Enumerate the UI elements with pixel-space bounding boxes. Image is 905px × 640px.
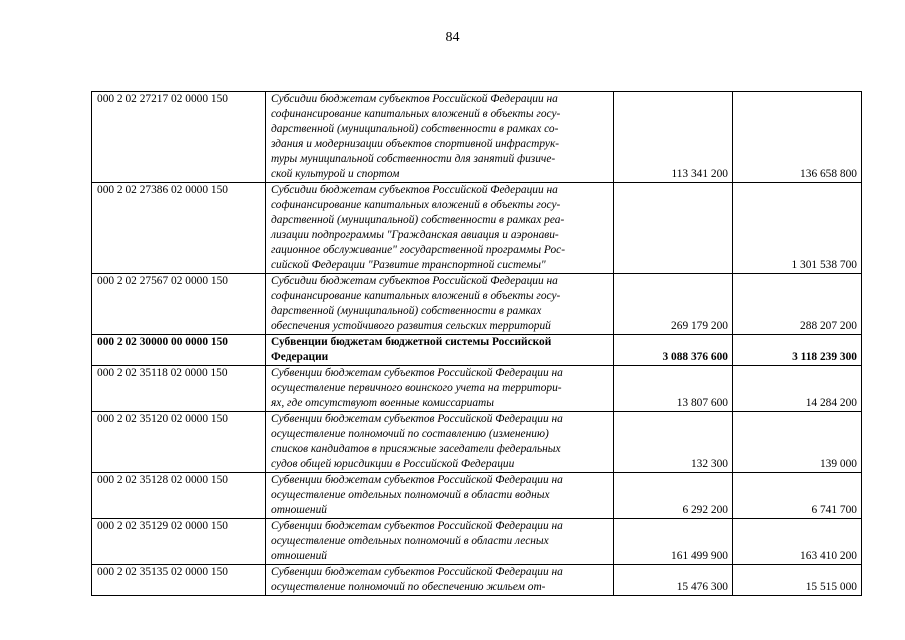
description-line: осуществление отдельных полномочий в области водных (271, 489, 550, 501)
description-line: осуществление отдельных полномочий в области лесных (271, 535, 549, 547)
budget-code-cell: 000 2 02 27567 02 0000 150 (92, 274, 266, 335)
description-cell (266, 473, 614, 519)
amount-year2-cell: 139 000 (733, 412, 862, 473)
amount-year2-cell: 1 301 538 700 (733, 183, 862, 274)
amount-year1-cell: 113 341 200 (614, 92, 733, 183)
table-row (92, 519, 862, 565)
description-line: Субвенции бюджетам субъектов Российской Федерации на (271, 566, 563, 578)
description-cell (266, 565, 614, 596)
amount-year1-cell: 3 088 376 600 (614, 335, 733, 366)
description-cell (266, 366, 614, 412)
amount-year1-cell: 15 476 300 (614, 565, 733, 596)
table-row (92, 274, 862, 335)
amount-year1-cell: 161 499 900 (614, 519, 733, 565)
table-row (92, 565, 862, 596)
amount-year2-cell: 288 207 200 (733, 274, 862, 335)
budget-code-cell: 000 2 02 35135 02 0000 150 (92, 565, 266, 596)
description-line: Субсидии бюджетам субъектов Российской Федерации на (271, 93, 558, 105)
description-line: гационное обслуживание" государственной программы Рос- (271, 244, 566, 256)
page-number: 84 (445, 30, 460, 45)
description-line: софинансирование капитальных вложений в объекты госу- (271, 108, 561, 120)
budget-table-body (92, 92, 862, 596)
description-line: осуществление полномочий по обеспечению жильем от- (271, 581, 546, 593)
budget-code-cell: 000 2 02 35129 02 0000 150 (92, 519, 266, 565)
description-line: софинансирование капитальных вложений в объекты госу- (271, 290, 561, 302)
description-line: Субвенции бюджетам субъектов Российской Федерации на (271, 474, 563, 486)
description-cell (266, 274, 614, 335)
description-line: туры муниципальной собственности для занятий физиче- (271, 153, 556, 165)
amount-year2-cell: 3 118 239 300 (733, 335, 862, 366)
description-line: Субвенции бюджетам субъектов Российской Федерации на (271, 520, 563, 532)
amount-year2-cell: 136 658 800 (733, 92, 862, 183)
description-line: лизации подпрограммы "Гражданская авиация и аэронави- (271, 229, 559, 241)
description-line: осуществление полномочий по составлению (изменению) (271, 428, 549, 440)
description-line: Субсидии бюджетам субъектов Российской Федерации на (271, 184, 558, 196)
description-line: Субвенции бюджетам субъектов Российской Федерации на (271, 367, 563, 379)
amount-year1-cell (614, 183, 733, 274)
budget-code-cell: 000 2 02 27386 02 0000 150 (92, 183, 266, 274)
budget-code-cell: 000 2 02 30000 00 0000 150 (92, 335, 266, 366)
budget-code-cell: 000 2 02 35128 02 0000 150 (92, 473, 266, 519)
description-cell (266, 92, 614, 183)
table-row (92, 335, 862, 366)
description-line: Субвенции бюджетам бюджетной системы Российской (271, 336, 552, 348)
description-line: здания и модернизации объектов спортивной инфраструк- (271, 138, 560, 150)
description-line: ской культурой и спортом (271, 168, 400, 180)
description-line: дарственной (муниципальной) собственности в рамках со- (271, 123, 559, 135)
description-cell (266, 183, 614, 274)
description-line: дарственной (муниципальной) собственности в рамках (271, 305, 542, 317)
description-line: осуществление первичного воинского учета на территори- (271, 382, 562, 394)
description-line: софинансирование капитальных вложений в объекты госу- (271, 199, 561, 211)
description-line: обеспечения устойчивого развития сельских территорий (271, 320, 551, 332)
amount-year2-cell: 14 284 200 (733, 366, 862, 412)
amount-year2-cell: 15 515 000 (733, 565, 862, 596)
description-cell (266, 412, 614, 473)
budget-code-cell: 000 2 02 35118 02 0000 150 (92, 366, 266, 412)
amount-year1-cell: 13 807 600 (614, 366, 733, 412)
table-row (92, 366, 862, 412)
budget-table (91, 91, 862, 596)
description-cell (266, 519, 614, 565)
table-row (92, 92, 862, 183)
description-line: сийской Федерации "Развитие транспортной системы" (271, 259, 546, 271)
description-cell (266, 335, 614, 366)
description-line: отношений (271, 504, 327, 516)
budget-code-cell: 000 2 02 35120 02 0000 150 (92, 412, 266, 473)
table-row (92, 183, 862, 274)
description-line: судов общей юрисдикции в Российской Федерации (271, 458, 515, 470)
description-line: ях, где отсутствуют военные комиссариаты (271, 397, 494, 409)
amount-year1-cell: 6 292 200 (614, 473, 733, 519)
description-line: дарственной (муниципальной) собственности в рамках реа- (271, 214, 565, 226)
table-row (92, 473, 862, 519)
description-line: Субвенции бюджетам субъектов Российской Федерации на (271, 413, 563, 425)
amount-year2-cell: 6 741 700 (733, 473, 862, 519)
description-line: списков кандидатов в присяжные заседатели федеральных (271, 443, 561, 455)
description-line: отношений (271, 550, 327, 562)
table-row (92, 412, 862, 473)
budget-code-cell: 000 2 02 27217 02 0000 150 (92, 92, 266, 183)
amount-year2-cell: 163 410 200 (733, 519, 862, 565)
amount-year1-cell: 269 179 200 (614, 274, 733, 335)
description-line: Федерации (271, 351, 329, 363)
amount-year1-cell: 132 300 (614, 412, 733, 473)
description-line: Субсидии бюджетам субъектов Российской Федерации на (271, 275, 558, 287)
